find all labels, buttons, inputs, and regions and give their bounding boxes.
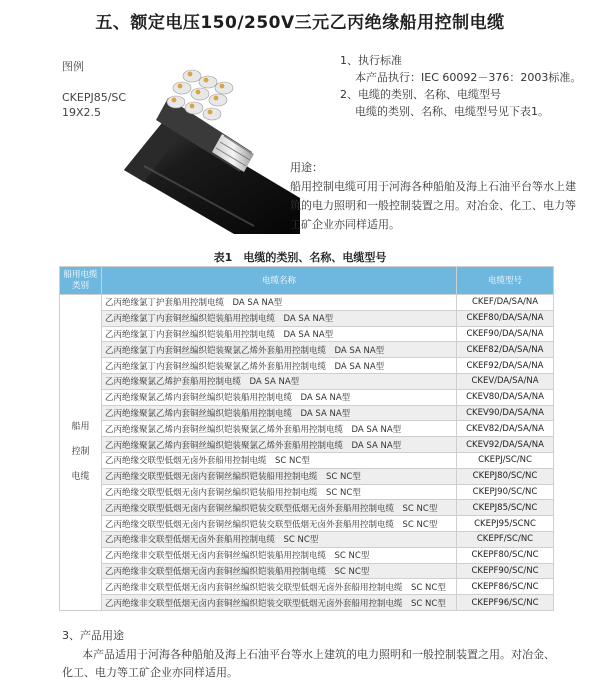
cable-name-cell: 乙丙绝缘交联型低烟无卤内套铜丝编织铠装交联型低烟无卤外套船用控制电缆 SC NC型 (102, 516, 457, 532)
table-row (60, 421, 554, 437)
table-row (60, 563, 554, 579)
table-caption: 表1 电缆的类别、名称、电缆型号 (213, 251, 387, 264)
cable-model-cell: CKEPF90/SC/NC (457, 563, 554, 579)
table-row (60, 500, 554, 516)
table-row (60, 405, 554, 421)
standard-heading: 1、执行标准 (340, 54, 402, 67)
cable-name-cell: 乙丙绝缘交联型低烟无卤内套铜丝编织铠装交联型低烟无卤外套船用控制电缆 SC NC型 (102, 500, 457, 516)
cable-name-cell: 乙丙绝缘氯丁内套铜丝编织铠装聚氯乙烯外套船用控制电缆 DA SA NA型 (102, 342, 457, 358)
cable-name-cell: 乙丙绝缘聚氯乙烯内套铜丝编织铠装船用控制电缆 DA SA NA型 (102, 389, 457, 405)
cable-model-cell: CKEV/DA/SA/NA (457, 373, 554, 389)
table-row (60, 531, 554, 547)
cable-model-cell: CKEF90/DA/SA/NA (457, 326, 554, 342)
cable-name-cell: 乙丙绝缘聚氯乙烯内套铜丝编织铠装聚氯乙烯外套船用控制电缆 DA SA NA型 (102, 437, 457, 453)
table-row (60, 326, 554, 342)
table-row (60, 484, 554, 500)
cable-model-cell: CKEF82/DA/SA/NA (457, 342, 554, 358)
section3-text: 本产品适用于河海各种船舶及海上石油平台等水上建筑的电力照明和一般控制装置之用。对冶金、化工、电力等工矿企业亦同样适用。 (62, 648, 555, 679)
cable-model-cell: CKEPJ85/SC/NC (457, 500, 554, 516)
table-row (60, 547, 554, 563)
cable-model-cell: CKEF80/DA/SA/NA (457, 310, 554, 326)
table-row (60, 468, 554, 484)
table-row (60, 342, 554, 358)
cable-model-cell: CKEPF/SC/NC (457, 531, 554, 547)
cable-name-cell: 乙丙绝缘非交联型低烟无卤内套铜丝编织铠装船用控制电缆 SC NC型 (102, 563, 457, 579)
cable-name-cell: 乙丙绝缘交联型低烟无卤内套铜丝编织铠装船用控制电缆 SC NC型 (102, 484, 457, 500)
cable-name-cell: 乙丙绝缘聚氯乙烯内套铜丝编织铠装聚氯乙烯外套船用控制电缆 DA SA NA型 (102, 421, 457, 437)
cable-model-cell: CKEV90/DA/SA/NA (457, 405, 554, 421)
table-row (60, 358, 554, 374)
cable-model-cell: CKEPJ95/SCNC (457, 516, 554, 532)
table-header-row (60, 267, 554, 295)
table-row (60, 310, 554, 326)
cable-name-cell: 乙丙绝缘非交联型低烟无卤内套铜丝编织铠装交联型低烟无卤外套船用控制电缆 SC NC型 (102, 595, 457, 611)
cable-name-cell: 乙丙绝缘氯丁护套船用控制电缆 DA SA NA型 (102, 295, 457, 311)
cable-model-cell: CKEPJ90/SC/NC (457, 484, 554, 500)
usage-section (290, 158, 580, 234)
table-row (60, 595, 554, 611)
cable-model-cell: CKEF/DA/SA/NA (457, 295, 554, 311)
standard-text: 本产品执行：IEC 60092－376：2003标准。 (355, 71, 582, 84)
figure-label: 图例 (62, 60, 84, 73)
header-name: 电缆名称 (102, 267, 457, 295)
cable-name-cell: 乙丙绝缘交联型低烟无卤外套船用控制电缆 SC NC型 (102, 452, 457, 468)
cable-model-cell: CKEPF86/SC/NC (457, 579, 554, 595)
section3-title: 3、产品用途 (62, 629, 124, 642)
cable-model-cell: CKEPF80/SC/NC (457, 547, 554, 563)
figure-model: CKEPJ85/SC (62, 91, 127, 104)
table-row (60, 373, 554, 389)
table-row (60, 516, 554, 532)
figure-spec: 19X2.5 (62, 106, 102, 119)
header-category: 船用电缆类别 (60, 267, 102, 295)
cable-model-cell: CKEV92/DA/SA/NA (457, 437, 554, 453)
table-row (60, 295, 554, 311)
table-row (60, 579, 554, 595)
cable-model-cell: CKEPJ/SC/NC (457, 452, 554, 468)
cable-types-heading: 2、电缆的类别、名称、电缆型号 (340, 88, 501, 101)
cable-types-table (59, 266, 554, 611)
cable-name-cell: 乙丙绝缘聚氯乙烯内套铜丝编织铠装船用控制电缆 DA SA NA型 (102, 405, 457, 421)
cable-model-cell: CKEV80/DA/SA/NA (457, 389, 554, 405)
table-row (60, 389, 554, 405)
cable-name-cell: 乙丙绝缘非交联型低烟无卤外套船用控制电缆 SC NC型 (102, 531, 457, 547)
cable-model-cell: CKEF92/DA/SA/NA (457, 358, 554, 374)
cable-model-cell: CKEPJ80/SC/NC (457, 468, 554, 484)
cable-name-cell: 乙丙绝缘氯丁内套铜丝编织铠装船用控制电缆 DA SA NA型 (102, 326, 457, 342)
usage-heading: 用途： (290, 161, 323, 174)
cable-name-cell: 乙丙绝缘氯丁内套铜丝编织铠装聚氯乙烯外套船用控制电缆 DA SA NA型 (102, 358, 457, 374)
table-row (60, 437, 554, 453)
cable-name-cell: 乙丙绝缘非交联型低烟无卤内套铜丝编织铠装交联型低烟无卤外套船用控制电缆 SC NC型 (102, 579, 457, 595)
cable-name-cell: 乙丙绝缘氯丁内套铜丝编织铠装船用控制电缆 DA SA NA型 (102, 310, 457, 326)
page-title: 五、额定电压150/250V三元乙丙绝缘船用控制电缆 (95, 13, 505, 33)
usage-text: 船用控制电缆可用于河海各种船舶及海上石油平台等水上建筑的电力照明和一般控制装置之用。对冶金、化工、电力等工矿企业亦同样适用。 (290, 180, 576, 231)
cable-model-cell: CKEV82/DA/SA/NA (457, 421, 554, 437)
category-cell: 船用 控制 电缆 (60, 295, 102, 611)
cable-image (104, 48, 300, 234)
cable-name-cell: 乙丙绝缘交联型低烟无卤内套铜丝编织铠装船用控制电缆 SC NC型 (102, 468, 457, 484)
cable-name-cell: 乙丙绝缘非交联型低烟无卤内套铜丝编织铠装船用控制电缆 SC NC型 (102, 547, 457, 563)
standards-section (340, 52, 590, 120)
header-model: 电缆型号 (457, 267, 554, 295)
cable-name-cell: 乙丙绝缘聚氯乙烯护套船用控制电缆 DA SA NA型 (102, 373, 457, 389)
cable-model-cell: CKEPF96/SC/NC (457, 595, 554, 611)
table-row (60, 452, 554, 468)
cable-types-text: 电缆的类别、名称、电缆型号见下表1。 (355, 105, 549, 118)
